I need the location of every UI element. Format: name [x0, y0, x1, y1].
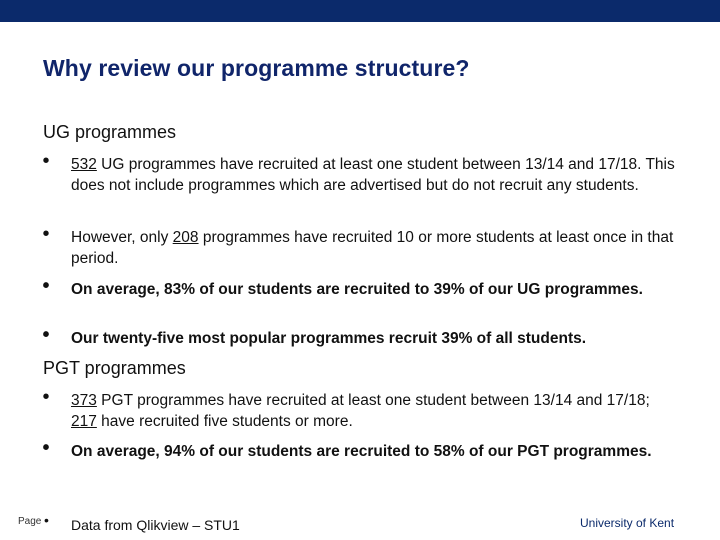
ug-bullet-2-before: However, only: [71, 229, 173, 246]
pgt-bullet-2-text: On average, 94% of our students are recruited to 58% of our PGT programmes.: [71, 443, 652, 460]
bullet-icon: •: [42, 275, 50, 297]
footer-bullet-icon: •: [44, 512, 49, 528]
ug-bullet-2: [37, 223, 677, 269]
pgt-count-highlight: 373: [71, 392, 97, 409]
page-label: Page: [18, 516, 42, 527]
top-banner: [0, 0, 720, 22]
ug-count-highlight: 532: [71, 156, 97, 173]
pgt-bullet-1: [37, 386, 677, 432]
bullet-icon: •: [42, 223, 50, 245]
ug-bullet-4: [37, 324, 677, 349]
ug-bullet-4-text: Our twenty-five most popular programmes recruit 39% of all students.: [71, 330, 587, 347]
pgt-bullet-1-after: have recruited five students or more.: [96, 413, 353, 430]
pgt-bullet-2: [37, 437, 677, 462]
ug-threshold-highlight: 208: [172, 229, 199, 246]
ug-section-heading: UG programmes: [43, 122, 177, 142]
ug-bullet-3: [37, 275, 677, 300]
logo-text: University of Kent: [580, 516, 675, 530]
bullet-icon: •: [42, 437, 50, 459]
slide-title: Why review our programme structure?: [43, 55, 470, 81]
bullet-icon: •: [42, 324, 50, 346]
pgt-section-heading: PGT programmes: [43, 358, 186, 378]
pgt-bullet-1-middle: PGT programmes have recruited at least one student between 13/14 and 17/18;: [96, 392, 650, 409]
ug-bullet-3-text: On average, 83% of our students are recruited to 39% of our UG programmes.: [71, 281, 643, 298]
ug-bullet-1-text: UG programmes have recruited at least one student between 13/14 and 17/18. This does not include programmes which are advertised but do not recruit any students.: [71, 156, 675, 194]
bullet-icon: •: [42, 386, 50, 408]
ug-bullet-1: [37, 150, 677, 196]
bullet-icon: •: [42, 150, 50, 172]
data-source: Data from Qlikview – STU1: [71, 517, 240, 533]
pgt-threshold-highlight: 217: [71, 413, 97, 430]
university-of-kent-logo: [580, 514, 708, 530]
ug-bullet-2-after: programmes have recruited 10 or more students at least once in that period.: [71, 229, 674, 267]
